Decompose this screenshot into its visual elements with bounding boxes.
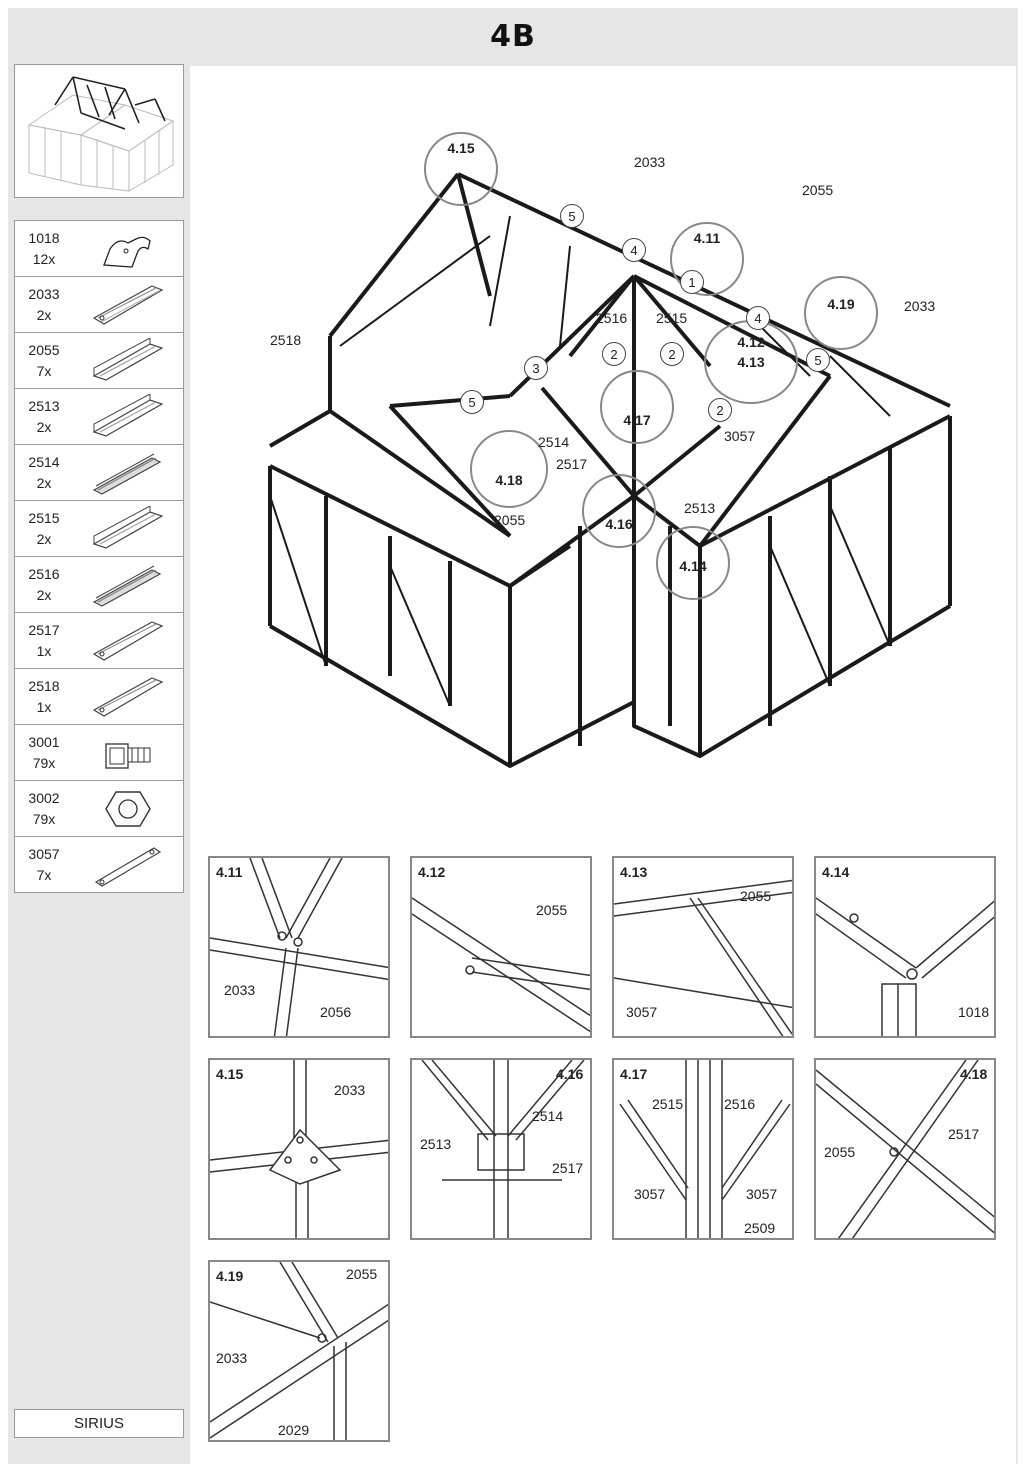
part-row bbox=[15, 837, 183, 892]
step-marker: 2 bbox=[602, 342, 626, 366]
profile-icon bbox=[90, 282, 166, 328]
detail-label: 2055 bbox=[740, 888, 772, 904]
model-name: SIRIUS bbox=[14, 1409, 184, 1438]
part-code: 2514 bbox=[28, 453, 60, 470]
part-qty: 2x bbox=[36, 530, 52, 547]
step-marker: 5 bbox=[460, 390, 484, 414]
detail-label: 3057 bbox=[626, 1004, 658, 1020]
detail-panel bbox=[814, 856, 996, 1038]
detail-drawing bbox=[614, 1060, 794, 1240]
detail-label: 3057 bbox=[634, 1186, 666, 1202]
detail-callout: 4.11 bbox=[670, 222, 744, 296]
brace-icon bbox=[90, 842, 166, 888]
part-code: 2518 bbox=[28, 677, 60, 694]
detail-label: 2509 bbox=[744, 1220, 776, 1236]
detail-label: 3057 bbox=[746, 1186, 778, 1202]
bolt-icon bbox=[96, 730, 160, 776]
detail-drawing bbox=[412, 858, 592, 1038]
part-qty: 7x bbox=[36, 362, 52, 379]
part-code: 3002 bbox=[28, 789, 60, 806]
profile-icon bbox=[90, 450, 166, 496]
detail-label: 2029 bbox=[278, 1422, 310, 1438]
detail-id: 4.17 bbox=[620, 1066, 648, 1082]
step-marker: 4 bbox=[622, 238, 646, 262]
part-row bbox=[15, 781, 183, 837]
part-label: 2033 bbox=[634, 154, 666, 170]
greenhouse-thumbnail-icon bbox=[15, 65, 183, 197]
detail-id: 4.13 bbox=[620, 864, 648, 880]
part-row bbox=[15, 277, 183, 333]
detail-label: 2516 bbox=[724, 1096, 756, 1112]
part-qty: 2x bbox=[36, 474, 52, 491]
part-row bbox=[15, 725, 183, 781]
parts-list bbox=[14, 220, 184, 893]
detail-label: 2033 bbox=[224, 982, 256, 998]
profile-icon bbox=[90, 338, 166, 384]
part-qty: 79x bbox=[32, 754, 56, 771]
greenhouse-frame-drawing bbox=[190, 66, 1016, 846]
part-label: 2055 bbox=[494, 512, 526, 528]
detail-callout: 4.18 bbox=[470, 430, 548, 508]
detail-panel bbox=[612, 856, 794, 1038]
part-row bbox=[15, 445, 183, 501]
profile-icon bbox=[90, 506, 166, 552]
profile-icon bbox=[90, 618, 166, 664]
part-code: 1018 bbox=[28, 229, 60, 246]
detail-id: 4.19 bbox=[216, 1268, 244, 1284]
detail-panel bbox=[410, 1058, 592, 1240]
part-row bbox=[15, 333, 183, 389]
detail-id: 4.12 bbox=[418, 864, 446, 880]
part-qty: 2x bbox=[36, 306, 52, 323]
part-row bbox=[15, 669, 183, 725]
step-marker: 1 bbox=[680, 270, 704, 294]
detail-id: 4.15 bbox=[216, 1066, 244, 1082]
detail-label: 2055 bbox=[346, 1266, 378, 1282]
detail-panel bbox=[612, 1058, 794, 1240]
detail-label: 2515 bbox=[652, 1096, 684, 1112]
page-title: 4B bbox=[490, 18, 536, 54]
main-drawing bbox=[190, 66, 1016, 1464]
detail-label: 2517 bbox=[948, 1126, 980, 1142]
part-label: 2517 bbox=[556, 456, 588, 472]
part-label: 2515 bbox=[656, 310, 688, 326]
part-qty: 2x bbox=[36, 586, 52, 603]
clip-icon bbox=[96, 227, 160, 271]
detail-callout: 4.19 bbox=[804, 276, 878, 350]
part-qty: 2x bbox=[36, 418, 52, 435]
part-code: 2513 bbox=[28, 397, 60, 414]
detail-id: 4.18 bbox=[960, 1066, 988, 1082]
part-qty: 12x bbox=[32, 250, 56, 267]
part-qty: 1x bbox=[36, 698, 52, 715]
detail-panel bbox=[814, 1058, 996, 1240]
part-code: 2055 bbox=[28, 341, 60, 358]
detail-label: 2055 bbox=[824, 1144, 856, 1160]
part-code: 2516 bbox=[28, 565, 60, 582]
detail-callout: 4.14 bbox=[656, 526, 730, 600]
step-marker: 5 bbox=[560, 204, 584, 228]
detail-id: 4.16 bbox=[556, 1066, 584, 1082]
detail-callout: 4.17 bbox=[600, 370, 674, 444]
part-row bbox=[15, 221, 183, 277]
detail-label: 2033 bbox=[334, 1082, 366, 1098]
part-label: 2513 bbox=[684, 500, 716, 516]
detail-label: 2056 bbox=[320, 1004, 352, 1020]
part-label: 3057 bbox=[724, 428, 756, 444]
detail-callout: 4.15 bbox=[424, 132, 498, 206]
detail-label: 2055 bbox=[536, 902, 568, 918]
part-row bbox=[15, 557, 183, 613]
part-code: 3001 bbox=[28, 733, 60, 750]
step-marker: 2 bbox=[708, 398, 732, 422]
part-qty: 7x bbox=[36, 866, 52, 883]
page bbox=[8, 8, 1018, 1464]
profile-icon bbox=[90, 394, 166, 440]
detail-label: 2033 bbox=[216, 1350, 248, 1366]
profile-icon bbox=[90, 674, 166, 720]
detail-id: 4.11 bbox=[216, 864, 243, 880]
detail-callout: 4.12 4.13 bbox=[704, 320, 798, 404]
detail-label: 1018 bbox=[958, 1004, 990, 1020]
profile-icon bbox=[90, 562, 166, 608]
detail-panel bbox=[208, 1058, 390, 1240]
detail-label: 2517 bbox=[552, 1160, 584, 1176]
part-label: 2514 bbox=[538, 434, 570, 450]
detail-drawing bbox=[210, 858, 390, 1038]
part-code: 2033 bbox=[28, 285, 60, 302]
detail-label: 2513 bbox=[420, 1136, 452, 1152]
part-code: 2517 bbox=[28, 621, 60, 638]
part-row bbox=[15, 613, 183, 669]
part-code: 3057 bbox=[28, 845, 60, 862]
detail-callout: 4.16 bbox=[582, 474, 656, 548]
step-marker: 2 bbox=[660, 342, 684, 366]
part-row bbox=[15, 389, 183, 445]
nut-icon bbox=[96, 786, 160, 832]
step-marker: 3 bbox=[524, 356, 548, 380]
detail-panel bbox=[208, 856, 390, 1038]
detail-panel bbox=[208, 1260, 390, 1442]
part-code: 2515 bbox=[28, 509, 60, 526]
part-row bbox=[15, 501, 183, 557]
detail-id: 4.14 bbox=[822, 864, 850, 880]
part-label: 2516 bbox=[596, 310, 628, 326]
part-qty: 79x bbox=[32, 810, 56, 827]
detail-panel bbox=[410, 856, 592, 1038]
part-label: 2518 bbox=[270, 332, 302, 348]
detail-label: 2514 bbox=[532, 1108, 564, 1124]
part-qty: 1x bbox=[36, 642, 52, 659]
step-marker: 4 bbox=[746, 306, 770, 330]
step-marker: 5 bbox=[806, 348, 830, 372]
overview-thumbnail bbox=[14, 64, 184, 198]
part-label: 2033 bbox=[904, 298, 936, 314]
part-label: 2055 bbox=[802, 182, 834, 198]
